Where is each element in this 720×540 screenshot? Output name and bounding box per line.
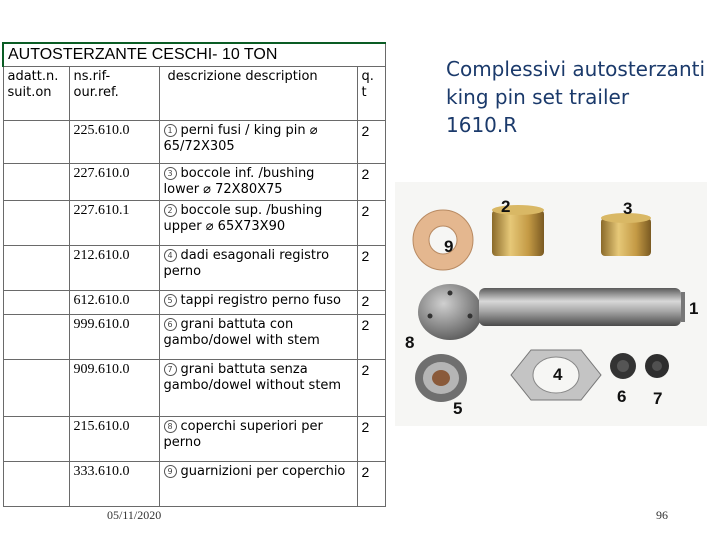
code-cell bbox=[3, 360, 69, 417]
desc-cell bbox=[159, 201, 357, 246]
desc-text: perni fusi / king pin ⌀ 65/72X305 bbox=[163, 123, 318, 154]
desc-cell bbox=[159, 291, 357, 315]
photo-label: 3 bbox=[623, 199, 633, 218]
table-row bbox=[3, 246, 385, 291]
qty-cell: 2 bbox=[357, 315, 385, 360]
desc-text: guarnizioni per coperchio bbox=[180, 464, 346, 479]
code-cell bbox=[3, 121, 69, 164]
desc-text: coperchi superiori per perno bbox=[163, 419, 323, 450]
item-number-badge: 7 bbox=[164, 363, 177, 376]
table-row bbox=[3, 360, 385, 417]
king-pin bbox=[479, 288, 681, 326]
qty-cell: 2 bbox=[357, 246, 385, 291]
desc-text: dadi esagonali registro perno bbox=[163, 248, 330, 279]
qty-cell: 2 bbox=[357, 164, 385, 201]
code-cell bbox=[3, 462, 69, 507]
qty-cell: 2 bbox=[357, 121, 385, 164]
ref-cell: 215.610.0 bbox=[69, 417, 159, 462]
table-row bbox=[3, 164, 385, 201]
header-desc: descrizione description bbox=[159, 67, 357, 121]
table-row bbox=[3, 417, 385, 462]
ref-cell: 212.610.0 bbox=[69, 246, 159, 291]
dowel-with-stem bbox=[610, 353, 636, 379]
table-row bbox=[3, 291, 385, 315]
photo-label: 5 bbox=[453, 399, 463, 418]
qty-cell: 2 bbox=[357, 360, 385, 417]
code-cell bbox=[3, 417, 69, 462]
cover-hole bbox=[428, 314, 433, 319]
upper-bushing bbox=[492, 210, 544, 256]
parts-table bbox=[2, 42, 386, 507]
code-cell bbox=[3, 164, 69, 201]
desc-cell bbox=[159, 246, 357, 291]
item-number-badge: 8 bbox=[164, 420, 177, 433]
table-title: AUTOSTERZANTE CESCHI- 10 TON bbox=[3, 43, 385, 67]
parts-photo bbox=[395, 182, 707, 426]
item-number-badge: 2 bbox=[164, 204, 177, 217]
code-cell bbox=[3, 315, 69, 360]
item-number-badge: 3 bbox=[164, 167, 177, 180]
table-row bbox=[3, 462, 385, 507]
dowel-without-stem bbox=[645, 354, 669, 378]
side-title: Complessivi autosterzanti king pin set trailer 1610.R bbox=[446, 57, 706, 137]
parts-table-wrapper bbox=[2, 42, 384, 507]
cover-hole bbox=[448, 291, 453, 296]
desc-cell bbox=[159, 417, 357, 462]
item-number-badge: 9 bbox=[164, 465, 177, 478]
table-row bbox=[3, 315, 385, 360]
upper-bushing-top bbox=[492, 205, 544, 215]
header-qty: q. t bbox=[357, 67, 385, 121]
photo-label: 4 bbox=[553, 365, 563, 384]
photo-label: 2 bbox=[501, 197, 511, 216]
ref-cell: 909.610.0 bbox=[69, 360, 159, 417]
desc-text: grani battuta con gambo/dowel with stem bbox=[163, 317, 320, 348]
ref-cell: 227.610.1 bbox=[69, 201, 159, 246]
code-cell bbox=[3, 246, 69, 291]
photo-label: 9 bbox=[444, 237, 454, 256]
item-number-badge: 5 bbox=[164, 294, 177, 307]
table-row bbox=[3, 121, 385, 164]
item-number-badge: 6 bbox=[164, 318, 177, 331]
parts-illustration bbox=[395, 182, 707, 426]
lower-bushing bbox=[601, 218, 651, 256]
desc-text: boccole inf. /bushing lower ⌀ 72X80X75 bbox=[163, 166, 315, 197]
ref-cell: 333.610.0 bbox=[69, 462, 159, 507]
qty-cell: 2 bbox=[357, 417, 385, 462]
code-cell bbox=[3, 201, 69, 246]
ref-cell: 225.610.0 bbox=[69, 121, 159, 164]
photo-label: 1 bbox=[689, 299, 699, 318]
page-number: 96 bbox=[656, 508, 668, 522]
qty-cell: 2 bbox=[357, 462, 385, 507]
ref-cell: 999.610.0 bbox=[69, 315, 159, 360]
code-cell bbox=[3, 291, 69, 315]
photo-label: 6 bbox=[617, 387, 627, 406]
desc-cell bbox=[159, 121, 357, 164]
footer-date: 05/11/2020 bbox=[107, 508, 162, 522]
photo-label: 8 bbox=[405, 333, 415, 352]
desc-text: grani battuta senza gambo/dowel without stem bbox=[163, 362, 342, 393]
gasket-ring bbox=[413, 210, 473, 270]
desc-text: tappi registro perno fuso bbox=[180, 293, 341, 308]
king-pin-end bbox=[681, 292, 685, 322]
table-row bbox=[3, 201, 385, 246]
item-number-badge: 1 bbox=[164, 124, 177, 137]
ref-cell: 227.610.0 bbox=[69, 164, 159, 201]
cover-hole bbox=[468, 314, 473, 319]
qty-cell: 2 bbox=[357, 291, 385, 315]
adjust-plug bbox=[415, 354, 467, 402]
header-code: adatt.n. suit.on bbox=[3, 67, 69, 121]
desc-cell bbox=[159, 360, 357, 417]
desc-cell bbox=[159, 164, 357, 201]
ref-cell: 612.610.0 bbox=[69, 291, 159, 315]
desc-cell bbox=[159, 315, 357, 360]
item-number-badge: 4 bbox=[164, 249, 177, 262]
desc-text: boccole sup. /bushing upper ⌀ 65X73X90 bbox=[163, 203, 323, 234]
desc-cell bbox=[159, 462, 357, 507]
qty-cell: 2 bbox=[357, 201, 385, 246]
header-ref: ns.rif-our.ref. bbox=[69, 67, 159, 121]
photo-label: 7 bbox=[653, 389, 663, 408]
